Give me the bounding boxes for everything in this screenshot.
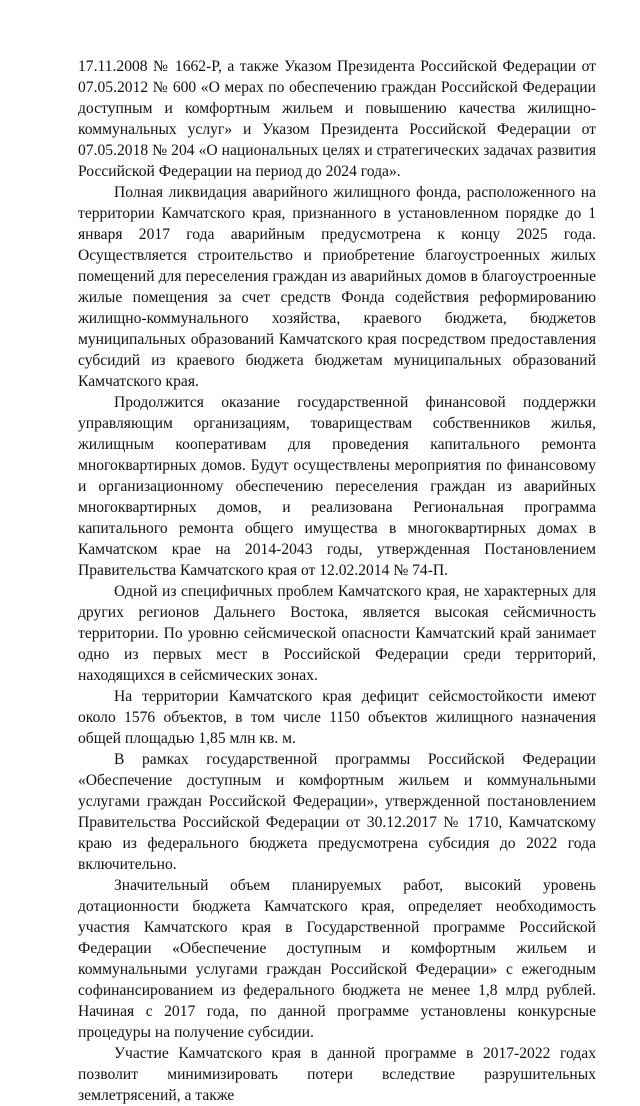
paragraph-emergency-housing: Полная ликвидация аварийного жилищного фонда, расположенного на территории Камчатского края, признанного в установленном порядке до 1 января 2017 года аварийным предусмотрена к концу 2025 года. Осуществляется строительство и приобретение благоустроенных жилых помещений для переселения граждан из аварийных домов в благоустроенные жилые помещения за счет средств Фонда содействия реформированию жилищно-коммунального хозяйства, краевого бюджета, бюджетов муниципальных образований Камчатского края посредством предоставления субсидий из краевого бюджета бюджетам муниципальных образований Камчатского края. xyxy=(78,184,596,390)
paragraph-seismic-deficit: На территории Камчатского края дефицит сейсмостойкости имеют около 1576 объектов, в том числе 1150 объектов жилищного назначения общей площадью 1,85 млн кв. м. xyxy=(78,688,596,747)
paragraph-participation: Участие Камчатского края в данной программе в 2017-2022 годах позволит минимизировать потери вследствие разрушительных землетрясений, а также xyxy=(78,1045,596,1104)
paragraph-funding-need: Значительный объем планируемых работ, высокий уровень дотационности бюджета Камчатского края, определяет необходимость участия Камчатского края в Государственной программе Российской Федерации «Обеспечение доступным и комфортным жильем и коммунальными услугами граждан Российской Федерации» с ежегодным софинансированием из федерального бюджета не менее 1,8 млрд рублей. Начиная с 2017 года, по данной программе установлены конкурсные процедуры на получение субсидии. xyxy=(78,877,596,1041)
paragraph-state-program: В рамках государственной программы Российской Федерации «Обеспечение доступным и комфортным жильем и коммунальными услугами граждан Российской Федерации», утвержденной постановлением Правительства Российской Федерации от 30.12.2017 № 1710, Камчатскому краю из федерального бюджета предусмотрена субсидия до 2022 года включительно. xyxy=(78,751,596,873)
paragraph-capital-repair: Продолжится оказание государственной финансовой поддержки управляющим организациям, товариществам собственников жилья, жилищным кооперативам для проведения капитального ремонта многоквартирных домов. Будут осуществлены мероприятия по финансовому и организационному обеспечению переселения граждан из аварийных многоквартирных домов, и реализована Региональная программа капитального ремонта общего имущества в многоквартирных домах в Камчатском крае на 2014-2043 годы, утвержденная Постановлением Правительства Камчатского края от 12.02.2014 № 74-П. xyxy=(78,394,596,579)
document-page xyxy=(78,56,596,1106)
paragraph-continuation: 17.11.2008 № 1662-Р, а также Указом Президента Российской Федерации от 07.05.2012 № 600 «О мерах по обеспечению граждан Российской Федерации доступным и комфортным жильем и повышению качества жилищно-коммунальных услуг» и Указом Президента Российской Федерации от 07.05.2018 № 204 «О национальных целях и стратегических задачах развития Российской Федерации на период до 2024 года». xyxy=(78,58,596,180)
paragraph-seismicity: Одной из специфичных проблем Камчатского края, не характерных для других регионов Дальнего Востока, является высокая сейсмичность территории. По уровню сейсмической опасности Камчатский край занимает одно из первых мест в Российской Федерации среди территорий, находящихся в сейсмических зонах. xyxy=(78,583,596,684)
